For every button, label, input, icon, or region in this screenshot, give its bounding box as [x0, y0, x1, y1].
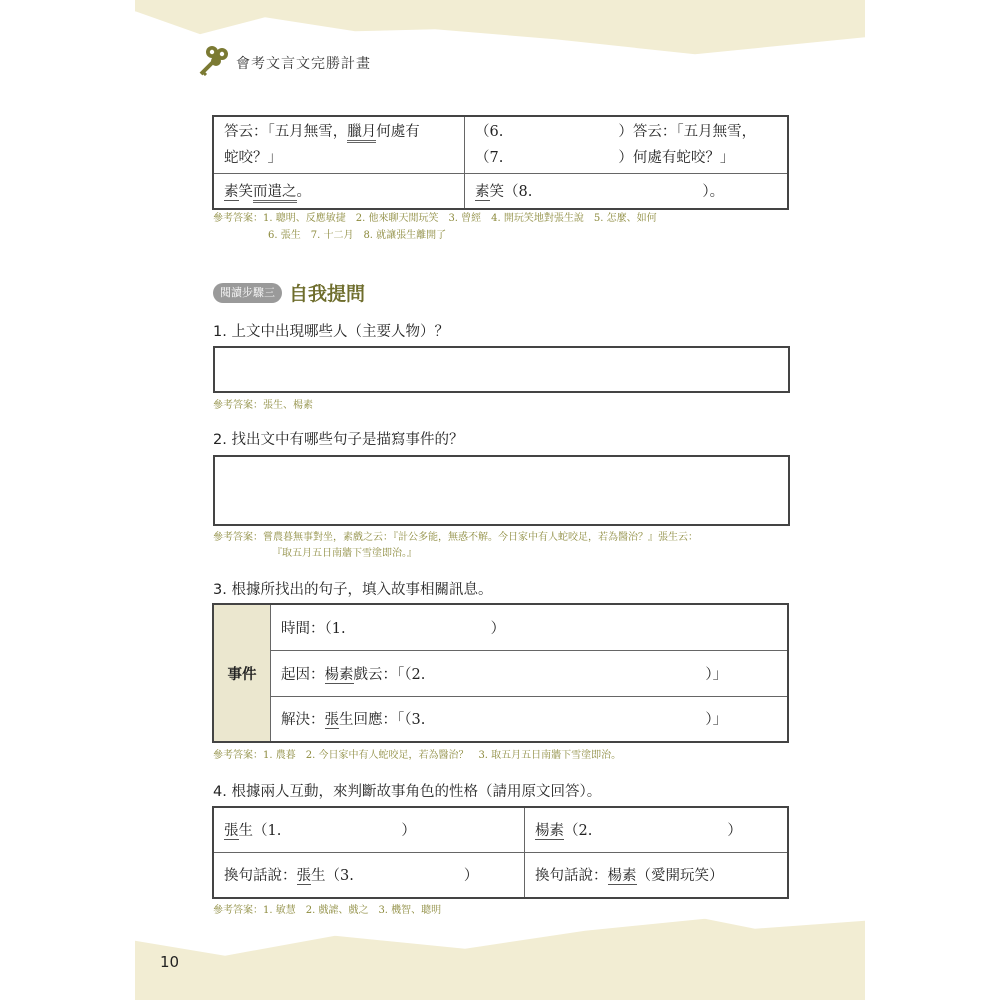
translation-cell: 素笑（8. ）。	[465, 173, 789, 209]
page-number: 10	[160, 953, 180, 971]
reference-answer: 參考答案：張生、楊素	[213, 400, 313, 411]
yang-cell: 楊素（2. ）	[525, 807, 789, 852]
answer-box-1[interactable]	[213, 346, 790, 393]
translation-cell: （6. ）答云：「五月無雪， （7. ）何處有蛇咬？」	[465, 116, 789, 173]
event-table	[212, 603, 789, 743]
zhang-summary-cell: 換句話說：張生（3. ）	[213, 852, 525, 898]
translation-table	[212, 115, 789, 210]
yang-summary-cell: 換句話說：楊素（愛開玩笑）	[525, 852, 789, 898]
question-1: 1. 上文中出現哪些人（主要人物）？	[213, 324, 449, 340]
zhang-cell: 張生（1. ）	[213, 807, 525, 852]
character-table	[212, 806, 789, 899]
header-wave-decoration	[135, 0, 865, 60]
original-cell: 答云：「五月無雪，臘月何處有 蛇咬？」	[213, 116, 465, 173]
step-badge: 閱讀步驟三	[213, 283, 282, 303]
question-2: 2. 找出文中有哪些句子是描寫事件的？	[213, 432, 464, 448]
reference-answer: 『取五月五日南牆下雪塗即治。』	[272, 548, 417, 559]
reference-answer: 參考答案：嘗農暮無事對坐，素戲之云：『計公多能，無惑不解。今日家中有人蛇咬足，若為醫治？』張生云：	[213, 532, 698, 543]
original-cell: 素笑而遣之。	[213, 173, 465, 209]
reference-answer: 6. 張生 7. 十二月 8. 就讓張生離開了	[268, 230, 447, 241]
question-4: 4. 根據兩人互動，來判斷故事角色的性格（請用原文回答）。	[213, 784, 602, 800]
cause-row: 起因：楊素戲云：「（2. ）」	[271, 650, 789, 696]
question-3: 3. 根據所找出的句子，填入故事相關訊息。	[213, 582, 493, 598]
key-icon	[196, 44, 230, 76]
footer-wave-decoration	[135, 910, 865, 1000]
reference-answer: 參考答案：1. 聰明、反應敏捷 2. 他來聊天閒玩笑 3. 曾經 4. 開玩笑地對張生說 5. 怎麼、如何	[213, 213, 657, 224]
reference-answer: 參考答案：1. 敏慧 2. 戲謔、戲之 3. 機智、聰明	[213, 905, 442, 916]
answer-box-2[interactable]	[213, 455, 790, 526]
event-label: 事件	[213, 604, 271, 742]
header-title: 會考文言文完勝計畫	[236, 56, 371, 72]
reference-answer: 參考答案：1. 農暮 2. 今日家中有人蛇咬足，若為醫治？ 3. 取五月五日南牆下雪塗即治。	[213, 750, 622, 761]
time-row: 時間：（1. ）	[271, 604, 789, 650]
resolution-row: 解決：張生回應：「（3. ）」	[271, 696, 789, 742]
section-title: 自我提問	[289, 283, 366, 305]
